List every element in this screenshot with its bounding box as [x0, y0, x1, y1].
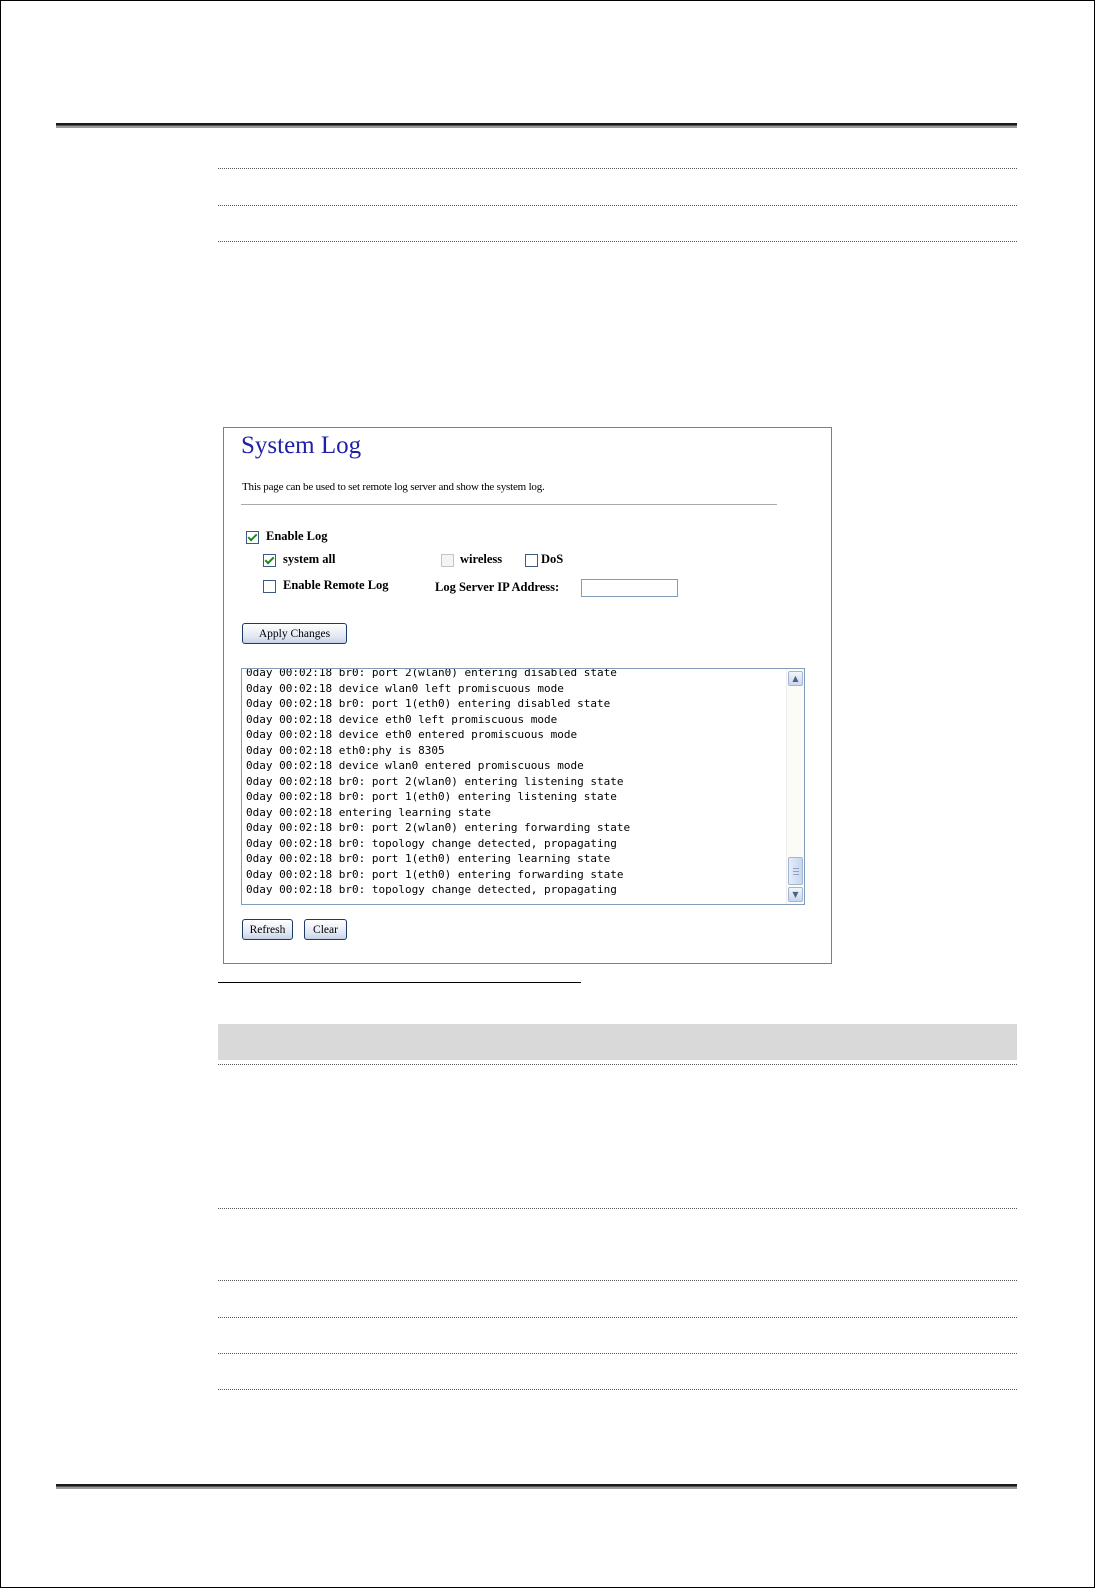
- log-line: 0day 00:02:18 entering learning state: [246, 805, 492, 819]
- log-line: 0day 00:02:18 br0: port 2(wlan0) entering forwarding state: [246, 821, 631, 834]
- system-all-label: system all: [283, 552, 336, 566]
- scroll-up-icon[interactable]: ▲: [788, 671, 803, 686]
- log-line: 0day 00:02:18 br0: port 1(eth0) entering forwarding state: [246, 867, 624, 881]
- log-line: 0day 00:02:18 br0: topology change detected, propagating: [246, 883, 617, 896]
- divider: [218, 1064, 1017, 1065]
- divider: [218, 168, 1017, 169]
- log-line: 0day 00:02:18 br0: port 1(eth0) entering learning state: [246, 852, 611, 865]
- enable-log-checkbox[interactable]: [246, 531, 259, 544]
- divider: [218, 1317, 1017, 1318]
- divider: [218, 1208, 1017, 1209]
- log-line: 0day 00:02:18 br0: topology change detected, propagating: [246, 836, 617, 850]
- divider: [218, 1353, 1017, 1354]
- log-line: 0day 00:02:18 device eth0 entered promiscuous mode: [246, 728, 578, 741]
- description-divider: [241, 504, 777, 505]
- enable-remote-log-label: Enable Remote Log: [283, 578, 389, 592]
- log-line: 0day 00:02:18 br0: port 1(eth0) entering disabled state: [246, 697, 611, 710]
- enable-log-label: Enable Log: [266, 529, 328, 543]
- table-header: [218, 1024, 1017, 1060]
- caption-underline: [218, 982, 581, 983]
- top-rule: [56, 123, 1017, 128]
- apply-changes-button[interactable]: Apply Changes: [242, 623, 347, 644]
- page-description: This page can be used to set remote log server and show the system log.: [242, 481, 545, 493]
- enable-remote-log-checkbox[interactable]: [263, 580, 276, 593]
- divider: [218, 1280, 1017, 1281]
- refresh-button[interactable]: Refresh: [242, 919, 293, 940]
- wireless-label: wireless: [460, 552, 503, 566]
- dos-checkbox[interactable]: [525, 554, 538, 567]
- log-line: 0day 00:02:18 device wlan0 left promiscuous mode: [246, 681, 564, 695]
- page-title: System Log: [241, 432, 362, 459]
- log-line: 0day 00:02:18 br0: port 2(wlan0) entering listening state: [246, 774, 624, 788]
- log-line: 0day 00:02:18 device wlan0 entered promiscuous mode: [246, 759, 584, 772]
- divider: [218, 205, 1017, 206]
- log-scrollbar[interactable]: [786, 669, 804, 904]
- system-all-checkbox[interactable]: [263, 554, 276, 567]
- divider: [218, 241, 1017, 242]
- log-server-ip-label: Log Server IP Address:: [435, 580, 560, 594]
- scroll-thumb[interactable]: [788, 857, 803, 885]
- wireless-checkbox[interactable]: [441, 554, 454, 567]
- log-lines: [246, 668, 784, 898]
- scroll-down-icon[interactable]: ▼: [788, 887, 803, 902]
- system-log-panel: [223, 427, 832, 964]
- dos-label: DoS: [541, 552, 564, 566]
- log-line: 0day 00:02:18 br0: port 2(wlan0) entering disabled state: [246, 668, 617, 679]
- system-log-textarea[interactable]: [241, 668, 805, 905]
- log-server-ip-input[interactable]: [581, 579, 678, 597]
- clear-button[interactable]: Clear: [304, 919, 347, 940]
- log-line: 0day 00:02:18 device eth0 left promiscuous mode: [246, 712, 558, 726]
- divider: [218, 1389, 1017, 1390]
- log-line: 0day 00:02:18 eth0:phy is 8305: [246, 743, 445, 757]
- bottom-rule: [56, 1484, 1017, 1489]
- log-line: 0day 00:02:18 br0: port 1(eth0) entering listening state: [246, 790, 617, 803]
